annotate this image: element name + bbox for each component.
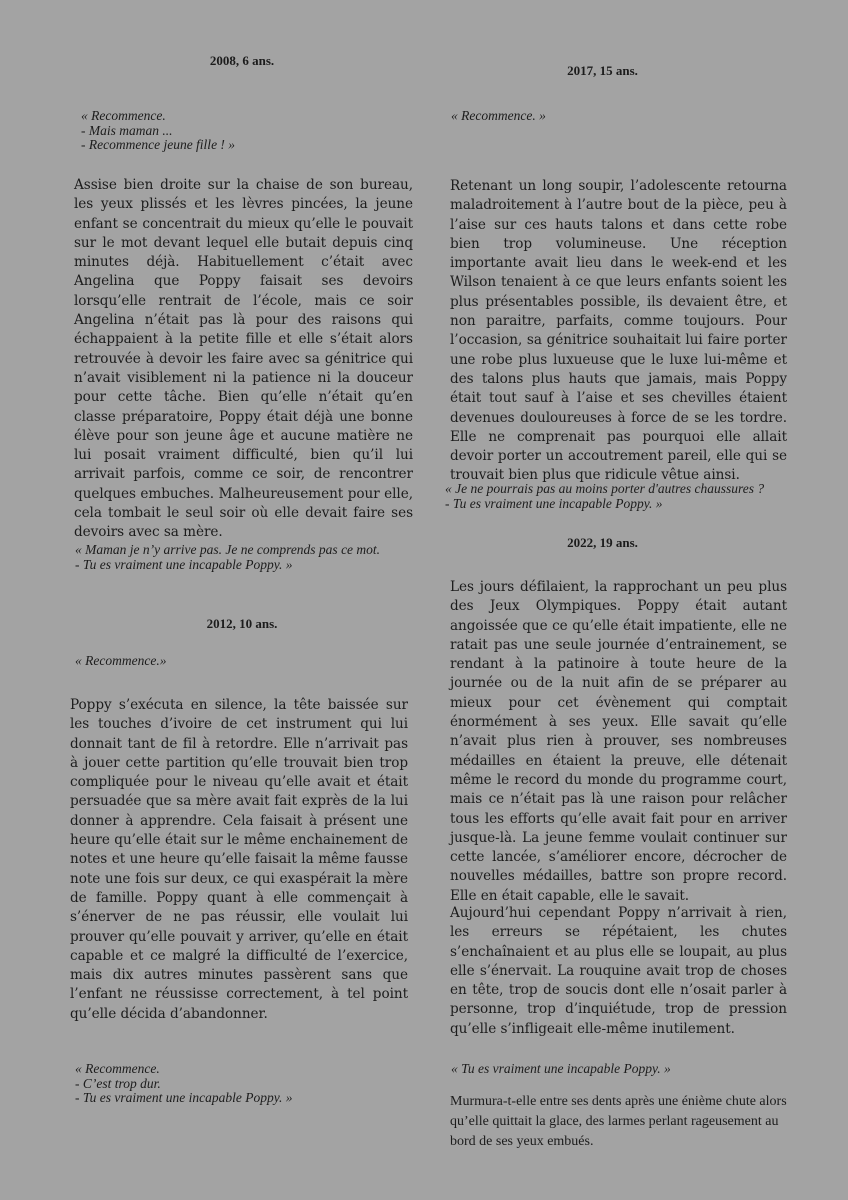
story-paragraph: Assise bien droite sur la chaise de son bureau, les yeux plissés et les lèvres pincées, la jeune enfant se concentrait du mieux qu’elle le pouvait sur le mot devant lequel elle butait depuis cinq minutes déjà. Habituellement c’était avec Angelina que Poppy faisait ses devoirs lorsqu’elle rentrait de l’école, mais ce soir Angelina n’était pas là pour des raisons qui échappaient à la petite fille et elle s’était alors retrouvée à devoir les faire avec sa génitrice qui n’avait visiblement ni la patience ni la douceur pour cette tâche. Bien qu’elle n’était qu’en classe préparatoire, Poppy était déjà une bonne élève pour son jeune âge et aucune matière ne lui posait vraiment difficulté, bien qu’il lui arrivait parfois, comme ce soir, de rencontrer quelques embuches. Malheureusement pour elle, cela tombait le seul soir où elle devait faire ses devoirs avec sa mère.: [74, 177, 413, 541]
dialogue-opening: « Recommence.»: [75, 653, 167, 668]
section-heading: 2012, 10 ans.: [206, 616, 278, 631]
closing-paragraph: Murmura-t-elle entre ses dents après une énième chute alors qu’elle quittait la glace, des larmes perlant rageusement au bord de ses yeux embués.: [450, 1094, 787, 1149]
story-paragraph: Retenant un long soupir, l’adolescente retourna maladroitement à l’autre bout de la pièce, peu à l’aise sur ces hauts talons et dans cette robe bien trop volumineuse. Une réception importante avait lieu dans le week-end et les Wilson tenaient à ce que leurs enfants soient les plus présentables possible, ils devaient être, et non paraitre, parfaits, comme toujours. Pour l’occasion, sa génitrice souhaitait lui faire porter une robe plus luxueuse que le luxe lui-même et des talons plus hauts que jamais, mais Poppy était tout sauf à l’aise et ses chevilles étaient devenues douloureuses à force de se les tordre. Elle ne comprenait pas pourquoi elle allait devoir porter un accoutrement pareil, elle qui se trouvait bien plus que ridicule vêtue ainsi.: [450, 178, 787, 484]
section-heading: 2008, 6 ans.: [209, 53, 275, 68]
story-paragraph: Les jours défilaient, la rapprochant un peu plus des Jeux Olympiques. Poppy était autant angoissée que ce qu’elle était impatiente, elle ne ratait pas une seule journée d’entrainement, se rendant à la patinoire à toute heure de la journée ou de la nuit afin de se préparer au mieux pour cet évènement qui comptait énormément à ses yeux. Elle savait qu’elle n’avait plus rien à prouver, ses nombreuses médailles en étaient la preuve, elle détenait même le record du monde du programme court, mais ce n’était pas là une raison pour relâcher tous les efforts qu’elle avait fait pour en arriver jusque-là. La jeune femme voulait continuer sur cette lancée, s’améliorer encore, décrocher de nouvelles médailles, battre son propre record. Elle en était capable, elle le savait.: [450, 579, 787, 904]
section-heading: 2017, 15 ans.: [567, 63, 638, 78]
story-paragraph: Poppy s’exécuta en silence, la tête baissée sur les touches d’ivoire de cet instrument qui lui donnait tant de fil à retordre. Elle n’arrivait pas à jouer cette partition qu’elle trouvait bien trop compliquée pour le niveau qu’elle avait et était persuadée que sa mère avait fait exprès de la lui donner à apprendre. Cela faisait à présent une heure qu’elle était sur le même enchainement de notes et une heure qu’elle faisait la même fausse note une fois sur deux, ce qui exaspérait la mère de famille. Poppy quant à elle commençait à s’énerver de ne pas réussir, elle voulait lui prouver qu’elle pouvait y arriver, qu’elle en était capable et ce malgré la difficulté de l’exercice, mais dix autres minutes passèrent sans que l’enfant ne réussisse correctement, à tel point qu’elle décida d’abandonner.: [70, 697, 408, 1022]
dialogue-closing: « Je ne pourrais pas au moins porter d'autres chaussures ? - Tu es vraiment une incapable Poppy. »: [445, 481, 765, 511]
dialogue-line: « Tu es vraiment une incapable Poppy. »: [451, 1061, 671, 1076]
dialogue-opening: « Recommence. »: [451, 108, 546, 123]
dialogue-closing: « Maman je n’y arrive pas. Je ne comprends pas ce mot. - Tu es vraiment une incapable Poppy. »: [75, 542, 381, 572]
dialogue-closing: « Recommence. - C’est trop dur. - Tu es vraiment une incapable Poppy. »: [75, 1061, 293, 1105]
section-heading: 2022, 19 ans.: [567, 535, 638, 550]
dialogue-opening: « Recommence. - Mais maman ... - Recommence jeune fille ! »: [81, 108, 236, 152]
story-paragraph: Aujourd’hui cependant Poppy n’arrivait à rien, les erreurs se répétaient, les chutes s’enchaînaient et au plus elle se loupait, au plus elle s’énervait. La rouquine avait trop de choses en tête, trop de soucis dont elle n’osait parler à personne, trop d’inquiétude, trop de pression qu’elle s’infligeait elle-même inutilement.: [450, 905, 787, 1037]
